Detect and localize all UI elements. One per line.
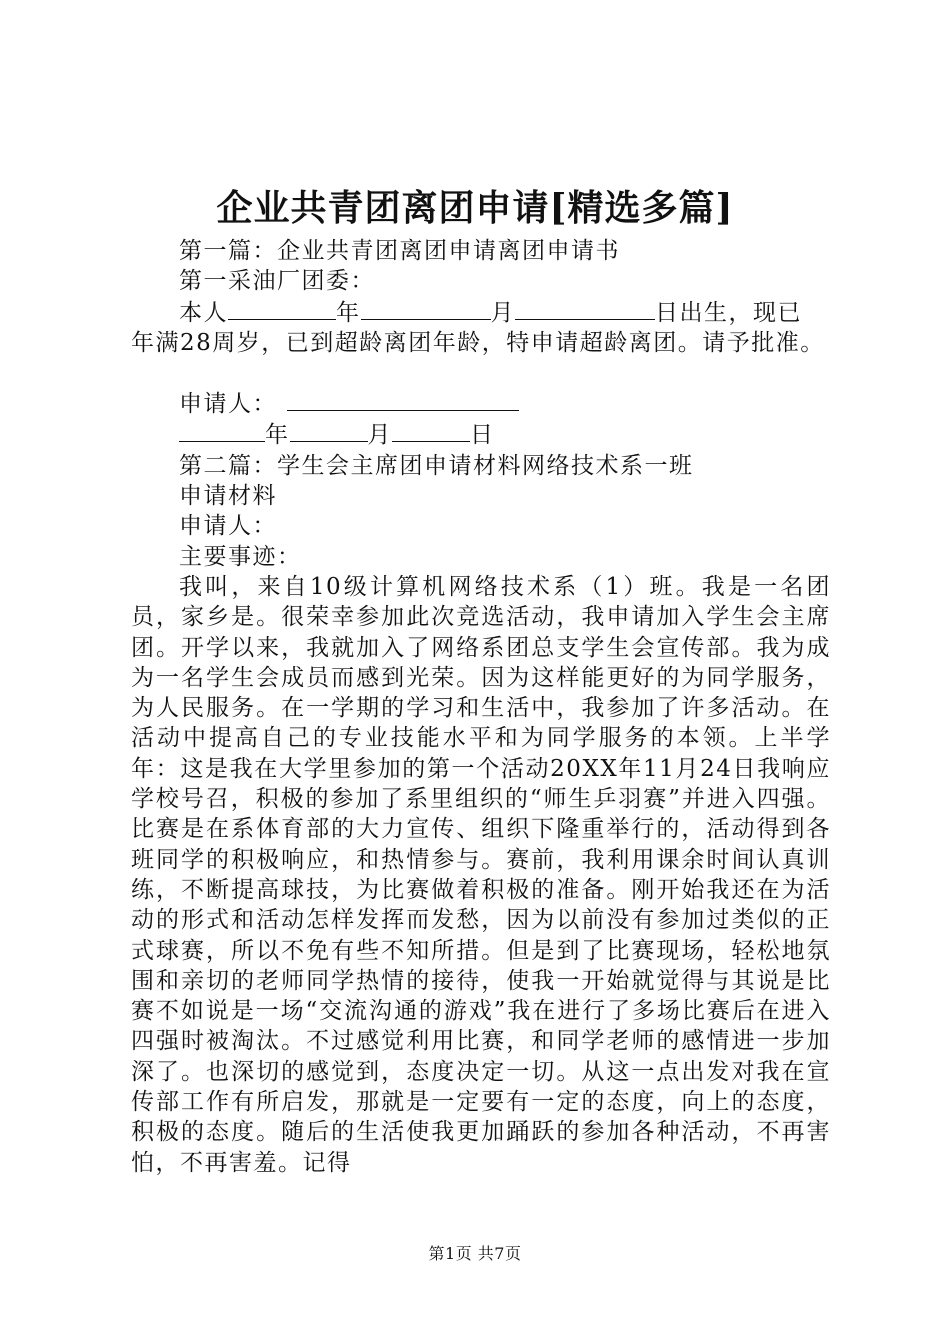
spacer [131,358,831,388]
birth-day-blank[interactable] [515,297,655,320]
recipient-line: 第一采油厂团委： [179,268,375,295]
birth-date-line [131,297,831,328]
date-day-blank[interactable] [392,419,470,442]
month-label: 月 [490,299,515,326]
date-month-blank[interactable] [290,419,368,442]
request-line: 年满28周岁，已到超龄离团年龄，特申请超龄离团。请予批准。 [131,329,825,356]
date-day-label: 日 [470,422,495,449]
year-label: 年 [336,299,361,326]
birth-year-blank[interactable] [228,297,336,320]
applicant-line [131,388,831,419]
part1-heading: 第一篇：企业共青团离团申请离团申请书 [179,238,620,264]
date-line [131,419,831,450]
self-intro-text: 本人 [179,299,228,326]
applicant-label-2: 申请人： [179,513,277,540]
page-number-footer: 第1页 共7页 [428,1244,522,1263]
body-paragraph: 我叫，来自10级计算机网络技术系（1）班。我是一名团员，家乡是。很荣幸参加此次竞选活动，我申请加入学生会主席团。开学以来，我就加入了网络系团总支学生会宣传部。我为成为一名学生会成员而感到光荣。因为这样能更好的为同学服务，为人民服务。在一学期的学习和生活中，我参加了许多活动。在活动中提高自己的专业技能水平和为同学服务的本领。上半学年：这是我在大学里参加的第一个活动20XX年11月24日我响应学校号召，积极的参加了系里组织的“师生乒羽赛”并进入四强。比赛是在系体育部的大力宣传、组织下隆重举行的，活动得到各班同学的积极响应，和热情参与。赛前，我利用课余时间认真训练，不断提高球技，为比赛做着积极的准备。刚开始我还在为活动的形式和活动怎样发挥而发愁，因为以前没有参加过类似的正式球赛，所以不免有些不知所措。但是到了比赛现场，轻松地氛围和亲切的老师同学热情的接待，使我一开始就觉得与其说是比赛不如说是一场“交流沟通的游戏”我在进行了多场比赛后在进入四强时被淘汰。不过感觉利用比赛，和同学老师的感情进一步加深了。也深切的感觉到，态度决定一切。从这一点出发对我在宣传部工作有所启发，那就是一定要有一定的态度，向上的态度，积极的态度。随后的生活使我更加踊跃的参加各种活动，不再害怕，不再害羞。记得 [131,573,831,1176]
applicant-signature-blank[interactable] [287,388,519,411]
applicant-label: 申请人： [179,391,277,418]
deeds-label: 主要事迹： [179,543,302,570]
date-month-label: 月 [367,422,392,449]
part2-heading: 第二篇：学生会主席团申请材料网络技术系一班 [179,452,694,479]
document-body [131,236,831,1178]
date-year-label: 年 [265,422,290,449]
materials-label: 申请材料 [179,483,277,510]
date-year-blank[interactable] [179,419,265,442]
birth-day-label: 日出生，现已 [655,299,802,326]
document-title: 企业共青团离团申请[精选多篇] [216,187,734,229]
birth-month-blank[interactable] [361,297,491,320]
